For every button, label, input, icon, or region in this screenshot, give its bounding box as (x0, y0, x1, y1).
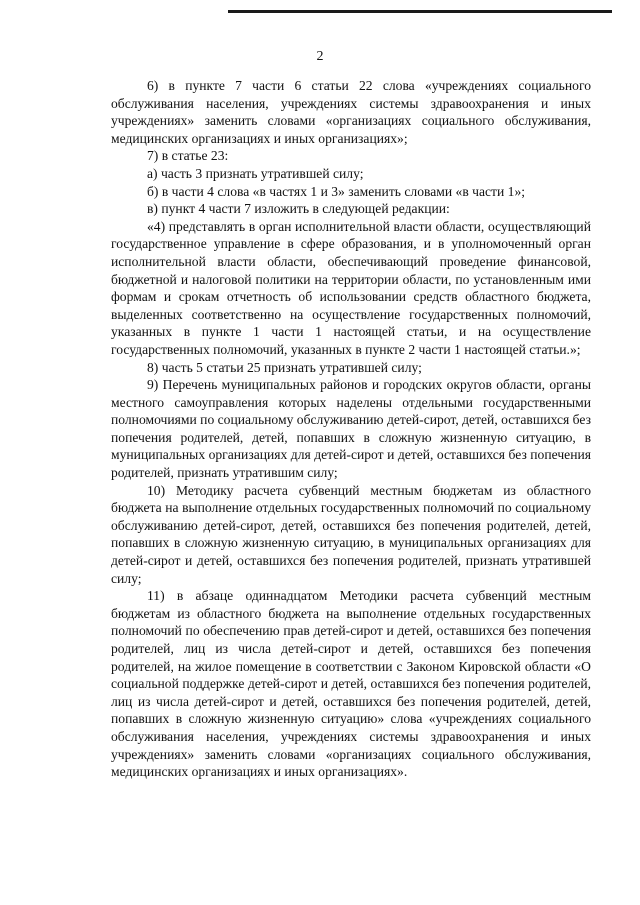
paragraph-11: 11) в абзаце одиннадцатом Методики расчета субвенций местным бюджетам из областного бюджета на выполнение отдельных государственных полномочий по обеспечению прав детей-сирот и детей, оставшихся без попечения родителей, лиц из числа детей-сирот и детей, оставшихся без попечения родителей, на жилое помещение в соответствии с Законом Кировской области «О социальной поддержке детей-сирот и детей, оставшихся без попечения родителей, лиц из числа детей-сирот и детей, оставшихся без попечения родителей, детей, попавших в сложную жизненную ситуацию» слова «учреждениях социального обслуживания населения, учреждениях системы здравоохранения и иных учреждениях» заменить словами «организациях социального обслуживания, медицинских организациях и иных организациях». (111, 588, 591, 780)
paragraph-7a: а) часть 3 признать утратившей силу; (147, 165, 364, 181)
paragraph-7c: в) пункт 4 части 7 изложить в следующей редакции: (147, 201, 450, 217)
paragraph-6: 6) в пункте 7 части 6 статьи 22 слова «учреждениях социального обслуживания населения, учреждениях системы здравоохранения и иных учреждениях» заменить словами «организациях социального обслуживания, медицинских организациях и иных организациях»; (111, 78, 591, 146)
paragraph-9: 9) Перечень муниципальных районов и городских округов области, органы местного самоуправления которых наделены отдельными государственными полномочиями по социальному обслуживанию детей-сирот, детей, оставшихся без попечения родителей, детей, попавших в сложную жизненную ситуацию, в муниципальных организациях для детей-сирот и детей, оставшихся без попечения родителей, признать утратившим силу; (111, 377, 591, 481)
paragraph-7: 7) в статье 23: (147, 148, 229, 164)
paragraph-quote-4: «4) представлять в орган исполнительной власти области, осуществляющий государственное управление в сфере образования, и в уполномоченный орган исполнительной власти области, обеспечивающий проведение финансовой, бюджетной и налоговой политики на территории области, по установленным ими формам и срокам отчетность об использовании средств областного бюджета, выделенных соответственно на осуществление государственных полномочий, указанных в пункте 1 части 1 настоящей статьи, и на осуществление государственных полномочий, указанных в пункте 2 части 1 настоящей статьи.»; (111, 218, 591, 357)
page-number: 2 (316, 49, 324, 64)
paragraph-7b: б) в части 4 слова «в частях 1 и 3» заменить словами «в части 1»; (147, 183, 526, 199)
paragraph-10: 10) Методику расчета субвенций местным бюджетам из областного бюджета на выполнение отдельных государственных полномочий по социальному обслуживанию детей-сирот, детей, оставшихся без попечения родителей, детей, попавших в сложную жизненную ситуацию, в муниципальных организациях для детей-сирот и детей, оставшихся без попечения родителей, признать утратившей силу; (111, 482, 591, 586)
paragraph-8: 8) часть 5 статьи 25 признать утратившей силу; (147, 359, 422, 375)
top-rule (228, 10, 612, 13)
document-body (111, 77, 591, 781)
